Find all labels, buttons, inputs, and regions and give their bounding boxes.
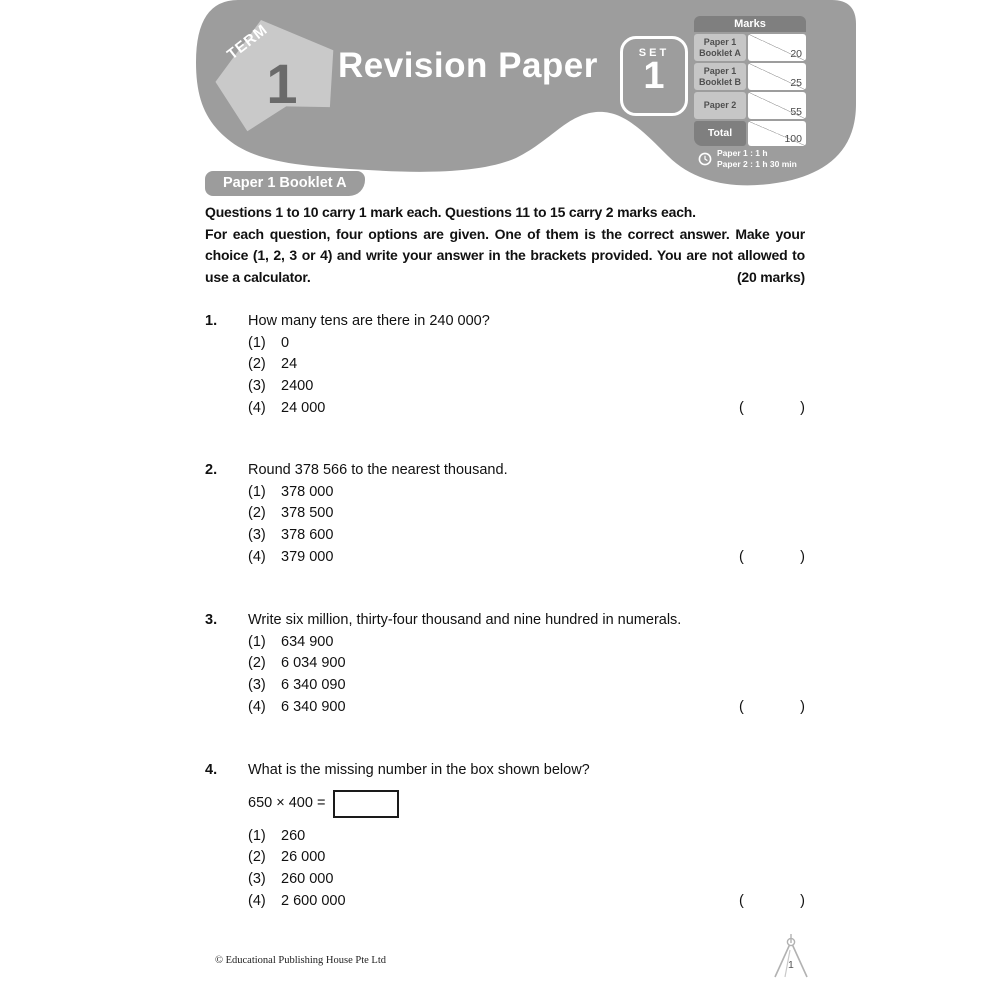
answer-box[interactable] [333, 790, 399, 818]
max-score: 100 [784, 133, 802, 145]
option-value: 378 000 [281, 483, 334, 500]
copyright: © Educational Publishing House Pte Ltd [215, 955, 387, 966]
option-row: (2) 24 [248, 354, 805, 376]
bracket-open: ( [739, 698, 744, 715]
option-value: 24 [281, 356, 298, 373]
question-2 [205, 460, 805, 569]
page-title: Revision Paper [338, 46, 598, 85]
set-number: 1 [643, 55, 665, 97]
max-score: 55 [790, 106, 802, 118]
marks-row-paper2 [694, 92, 806, 119]
term-label: TERM [223, 21, 272, 64]
answer-brackets[interactable] [739, 398, 805, 420]
marks-row-paper1a [694, 34, 806, 61]
option-row: (2) 6 034 900 [248, 653, 805, 675]
marks-row-label: Paper 1 Booklet B [694, 63, 746, 90]
bracket-close: ) [800, 698, 805, 715]
option-value: 378 500 [281, 505, 334, 522]
max-score: 20 [790, 48, 802, 60]
score-cell [748, 34, 806, 61]
option-value: 2 600 000 [281, 892, 346, 909]
exam-durations [698, 148, 797, 170]
bracket-close: ) [800, 548, 805, 565]
option-row: (4) 6 340 900 [248, 697, 805, 719]
marks-note: (20 marks) [736, 268, 805, 285]
option-value: 2400 [281, 378, 314, 395]
equation [248, 790, 805, 818]
equation-text: 650 × 400 = [248, 794, 326, 811]
option-row: (1) 0 [248, 333, 805, 355]
marks-table-title: Marks [694, 16, 806, 32]
question-text: What is the missing number in the box shown below? [248, 762, 590, 778]
term-number: 1 [266, 52, 298, 115]
option-row: (1) 378 000 [248, 482, 805, 504]
option-value: 260 [281, 827, 306, 844]
compass-icon [768, 934, 814, 980]
marks-row-label: Paper 1 Booklet A [694, 34, 746, 61]
option-value: 379 000 [281, 548, 334, 565]
option-row: (3) 378 600 [248, 525, 805, 547]
duration-paper1: Paper 1 : 1 h [717, 148, 768, 158]
option-row: (1) 634 900 [248, 632, 805, 654]
option-value: 634 900 [281, 633, 334, 650]
question-text: How many tens are there in 240 000? [248, 313, 490, 329]
set-badge [620, 36, 688, 116]
question-number: 4. [205, 762, 218, 778]
clock-icon [698, 152, 712, 166]
option-value: 0 [281, 334, 290, 351]
bracket-open: ( [739, 892, 744, 909]
term-badge [198, 8, 358, 143]
options-list [248, 333, 805, 420]
option-row: (4) 379 000 [248, 547, 805, 569]
page-number: 1 [788, 959, 794, 971]
option-row: (4) 24 000 [248, 398, 805, 420]
option-value: 6 340 090 [281, 677, 346, 694]
options-list [248, 826, 805, 913]
option-value: 260 000 [281, 871, 334, 888]
score-cell [748, 63, 806, 90]
marks-table [694, 16, 806, 148]
answer-brackets[interactable] [739, 547, 805, 569]
question-4 [205, 760, 805, 913]
bracket-open: ( [739, 548, 744, 565]
instruction-paragraph: For each question, four options are given. One of them is the correct answer. Make your choice (1, 2, 3 or 4) and write your answer in the brackets provided. You are not allowed to use a calculator. [205, 225, 805, 285]
marks-row-label: Total [694, 121, 746, 146]
options-list [248, 632, 805, 719]
question-number: 3. [205, 612, 218, 628]
question-text: Round 378 566 to the nearest thousand. [248, 462, 508, 478]
option-row: (1) 260 [248, 826, 805, 848]
question-number: 1. [205, 313, 218, 329]
header-blob [0, 0, 1000, 200]
bracket-close: ) [800, 399, 805, 416]
option-value: 6 340 900 [281, 698, 346, 715]
bracket-close: ) [800, 892, 805, 909]
set-label: SET [638, 47, 670, 59]
option-value: 378 600 [281, 527, 334, 544]
option-value: 6 034 900 [281, 655, 346, 672]
answer-brackets[interactable] [739, 697, 805, 719]
bracket-open: ( [739, 399, 744, 416]
option-row: (3) 6 340 090 [248, 675, 805, 697]
score-cell [748, 121, 806, 146]
marks-row-label: Paper 2 [694, 92, 746, 119]
option-value: 24 000 [281, 399, 326, 416]
option-row: (2) 378 500 [248, 503, 805, 525]
option-row: (4) 2 600 000 [248, 891, 805, 913]
question-3 [205, 610, 805, 719]
question-text: Write six million, thirty-four thousand and nine hundred in numerals. [248, 612, 682, 628]
instruction-line: Questions 1 to 10 carry 1 mark each. Questions 11 to 15 carry 2 marks each. [205, 204, 696, 220]
score-cell [748, 92, 806, 119]
question-number: 2. [205, 462, 218, 478]
option-row: (3) 2400 [248, 376, 805, 398]
option-row: (2) 26 000 [248, 847, 805, 869]
marks-row-total [694, 121, 806, 146]
instructions [205, 202, 805, 288]
marks-row-paper1b [694, 63, 806, 90]
question-1 [205, 311, 805, 420]
duration-paper2: Paper 2 : 1 h 30 min [717, 159, 797, 169]
option-row: (3) 260 000 [248, 869, 805, 891]
max-score: 25 [790, 77, 802, 89]
answer-brackets[interactable] [739, 891, 805, 913]
section-badge: Paper 1 Booklet A [205, 171, 365, 196]
option-value: 26 000 [281, 849, 326, 866]
options-list [248, 482, 805, 569]
